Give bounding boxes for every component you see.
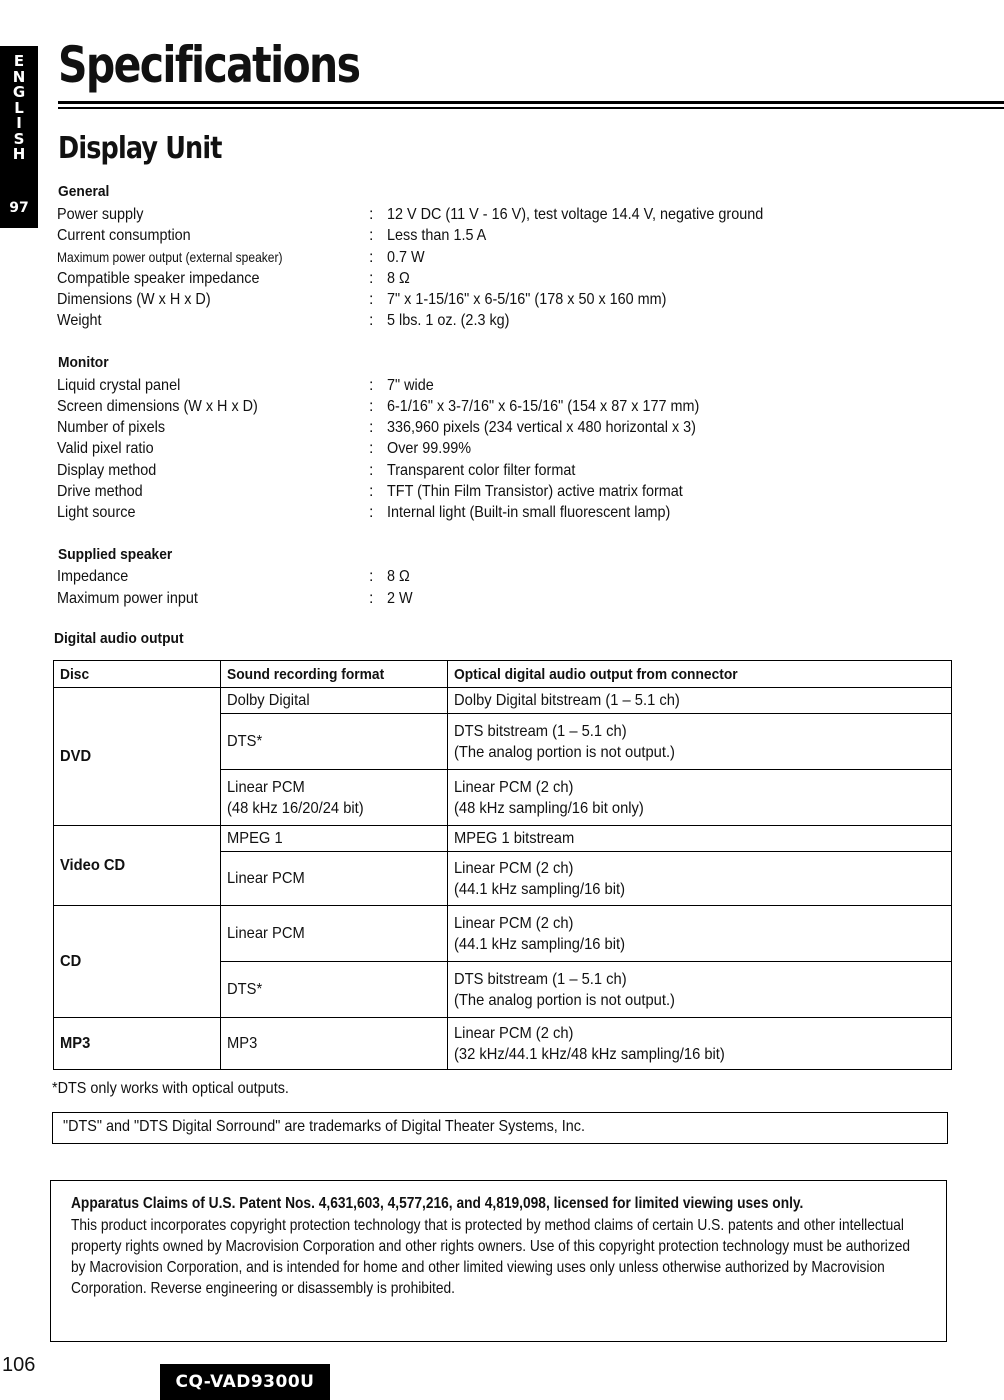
spec-colon: : <box>369 398 374 415</box>
trademark-text: "DTS" and "DTS Digital Sorround" are trademarks of Digital Theater Systems, Inc. <box>63 1118 585 1135</box>
spec-label: Dimensions (W x H x D) <box>57 291 211 308</box>
general-heading: General <box>58 183 110 200</box>
table-row <box>54 688 952 714</box>
language-letter: H <box>12 145 26 163</box>
format-cell: DTS* <box>221 714 448 770</box>
speaker-heading: Supplied speaker <box>58 546 173 563</box>
format-cell: Dolby Digital <box>221 688 448 714</box>
spec-label: Display method <box>57 462 157 479</box>
spec-value: 7" wide <box>387 377 434 394</box>
language-letter: G <box>12 83 26 101</box>
spec-row <box>57 312 857 334</box>
column-header: Sound recording format <box>221 661 448 688</box>
spec-row <box>57 227 857 249</box>
spec-row <box>57 249 857 271</box>
column-header: Optical digital audio output from connector <box>448 661 952 688</box>
spec-value: 5 lbs. 1 oz. (2.3 kg) <box>387 312 510 329</box>
spec-value: 336,960 pixels (234 vertical x 480 horizontal x 3) <box>387 419 696 436</box>
spec-colon: : <box>369 270 374 287</box>
disc-cell: Video CD <box>54 826 221 906</box>
column-header: Disc <box>54 661 221 688</box>
model-badge: CQ-VAD9300U <box>160 1364 330 1400</box>
format-cell: MPEG 1 <box>221 826 448 852</box>
title-rule-thick <box>58 101 1004 104</box>
page-number: 106 <box>2 1354 36 1376</box>
language-letter: E <box>13 52 25 70</box>
spec-label: Light source <box>57 504 136 521</box>
spec-value: 12 V DC (11 V - 16 V), test voltage 14.4 V, negative ground <box>387 206 764 223</box>
output-cell: Linear PCM (2 ch) (32 kHz/44.1 kHz/48 kHz sampling/16 bit) <box>448 1018 952 1070</box>
spec-label: Power supply <box>57 206 144 223</box>
spec-row <box>57 504 857 526</box>
spec-colon: : <box>369 291 374 308</box>
spec-row <box>57 590 857 612</box>
spec-value: 8 Ω <box>387 270 410 287</box>
patent-heading: Apparatus Claims of U.S. Patent Nos. 4,631,603, 4,577,216, and 4,819,098, licensed for limited viewing uses only. <box>71 1195 804 1212</box>
spec-row <box>57 291 857 313</box>
monitor-heading: Monitor <box>58 354 109 371</box>
language-tab-page-number: 97 <box>9 200 29 216</box>
spec-colon: : <box>369 419 374 436</box>
spec-label: Maximum power input <box>57 590 198 607</box>
disc-cell: CD <box>54 906 221 1018</box>
spec-value: TFT (Thin Film Transistor) active matrix format <box>387 483 683 500</box>
spec-colon: : <box>369 249 374 266</box>
language-letter: N <box>12 67 26 86</box>
spec-label: Valid pixel ratio <box>57 440 154 457</box>
spec-colon: : <box>369 462 374 479</box>
spec-value: 0.7 W <box>387 249 425 266</box>
spec-label: Screen dimensions (W x H x D) <box>57 398 258 415</box>
language-letter: L <box>14 98 24 117</box>
output-cell: MPEG 1 bitstream <box>448 826 952 852</box>
spec-colon: : <box>369 483 374 500</box>
format-cell: Linear PCM (48 kHz 16/20/24 bit) <box>221 770 448 826</box>
spec-value: Internal light (Built-in small fluorescent lamp) <box>387 504 671 521</box>
output-cell: DTS bitstream (1 – 5.1 ch) (The analog portion is not output.) <box>448 714 952 770</box>
spec-value: 8 Ω <box>387 568 410 585</box>
table-row <box>54 906 952 962</box>
trademark-box <box>52 1112 948 1144</box>
spec-colon: : <box>369 206 374 223</box>
spec-colon: : <box>369 377 374 394</box>
spec-value: Over 99.99% <box>387 440 472 457</box>
spec-label: Maximum power output (external speaker) <box>57 249 283 265</box>
table-row <box>54 826 952 852</box>
page-title: Specifications <box>58 36 360 94</box>
language-letters <box>0 54 38 163</box>
disc-cell: MP3 <box>54 1018 221 1070</box>
dts-footnote: *DTS only works with optical outputs. <box>52 1080 289 1097</box>
format-cell: Linear PCM <box>221 906 448 962</box>
title-rule-thin <box>58 107 1004 109</box>
spec-label: Compatible speaker impedance <box>57 270 260 287</box>
spec-label: Number of pixels <box>57 419 166 436</box>
spec-label: Impedance <box>57 568 129 585</box>
format-cell: DTS* <box>221 962 448 1018</box>
output-cell: Linear PCM (2 ch) (44.1 kHz sampling/16 bit) <box>448 852 952 906</box>
spec-label: Weight <box>57 312 102 329</box>
spec-colon: : <box>369 440 374 457</box>
section-title: Display Unit <box>58 131 222 166</box>
language-tab <box>0 46 38 228</box>
format-cell: MP3 <box>221 1018 448 1070</box>
spec-row <box>57 462 857 484</box>
spec-label: Drive method <box>57 483 143 500</box>
spec-value: 7" x 1-15/16" x 6-5/16" (178 x 50 x 160 mm) <box>387 291 667 308</box>
spec-value: 6-1/16" x 3-7/16" x 6-15/16" (154 x 87 x 177 mm) <box>387 398 700 415</box>
patent-notice-box <box>50 1180 947 1342</box>
digital-audio-heading: Digital audio output <box>54 630 184 647</box>
spec-row <box>57 206 857 228</box>
format-cell: Linear PCM <box>221 852 448 906</box>
spec-row <box>57 270 857 292</box>
output-cell: DTS bitstream (1 – 5.1 ch) (The analog portion is not output.) <box>448 962 952 1018</box>
language-letter: S <box>13 129 25 148</box>
patent-body: This product incorporates copyright protection technology that is protected by method claims of certain U.S. patents and other intellectual property rights owned by Macrovision Corporation and other rights owners. Use of this copyright protection technology must be authorized by Macrovision Corporation, and is intended for home and other limited viewing uses only unless otherwise authorized by Macrovision Corporation. Reverse engineering or disassembly is prohibited. <box>71 1217 911 1297</box>
spec-colon: : <box>369 227 374 244</box>
spec-label: Liquid crystal panel <box>57 377 181 394</box>
disc-cell: DVD <box>54 688 221 826</box>
spec-row <box>57 568 857 590</box>
spec-label: Current consumption <box>57 227 191 244</box>
spec-colon: : <box>369 568 374 585</box>
spec-row <box>57 377 857 399</box>
spec-row <box>57 440 857 462</box>
spec-value: Transparent color filter format <box>387 462 576 479</box>
table-row <box>54 1018 952 1070</box>
spec-value: 2 W <box>387 590 413 607</box>
table-header-row <box>54 661 952 688</box>
output-cell: Dolby Digital bitstream (1 – 5.1 ch) <box>448 688 952 714</box>
digital-audio-table <box>53 660 952 1070</box>
spec-row <box>57 419 857 441</box>
spec-colon: : <box>369 504 374 521</box>
output-cell: Linear PCM (2 ch) (44.1 kHz sampling/16 bit) <box>448 906 952 962</box>
spec-row <box>57 483 857 505</box>
spec-colon: : <box>369 590 374 607</box>
spec-row <box>57 398 857 420</box>
language-letter: I <box>16 114 22 132</box>
spec-value: Less than 1.5 A <box>387 227 487 244</box>
output-cell: Linear PCM (2 ch) (48 kHz sampling/16 bit only) <box>448 770 952 826</box>
spec-colon: : <box>369 312 374 329</box>
